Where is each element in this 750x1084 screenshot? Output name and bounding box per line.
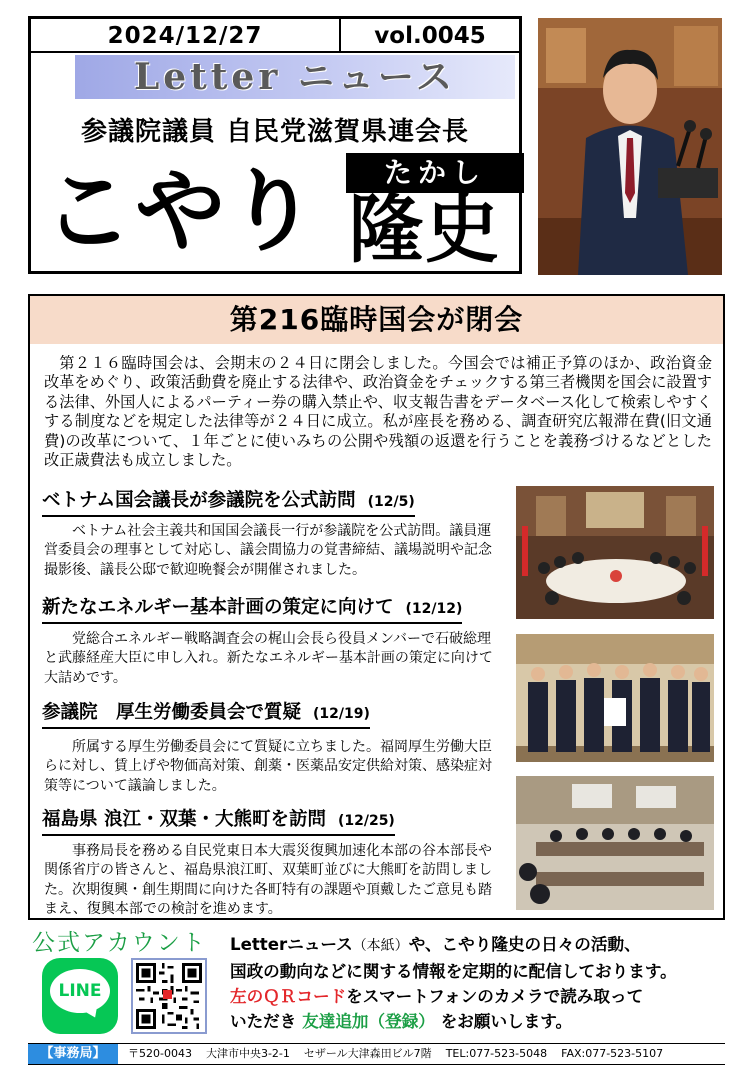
issue-date: 2024/12/27 [31, 19, 341, 53]
promo-this-paper: （本紙） [352, 938, 409, 954]
promo-line-4 [230, 1009, 730, 1034]
news-title-vietnam [42, 489, 415, 517]
promo-line-1 [230, 932, 730, 959]
masthead [28, 16, 522, 274]
news-title-text: 福島県 浪江・双葉・大熊町を訪問 [42, 809, 326, 830]
promo-line-4-end: をお願いします。 [440, 1012, 573, 1031]
name-given: 隆史 [349, 187, 501, 273]
issue-volume: vol.0045 [374, 23, 486, 49]
photo-energy-meeting [516, 634, 714, 762]
line-promo-text [230, 932, 730, 1034]
office-postal-code: 〒520-0043 [128, 1047, 192, 1060]
news-title-energy [42, 596, 462, 624]
name-family: こやり [43, 159, 319, 264]
office-footer [28, 1043, 725, 1065]
portrait-photo [538, 18, 722, 275]
promo-line-3-rest: をスマートフォンのカメラで読み取って [346, 987, 644, 1006]
office-tel: TEL:077-523-5048 [445, 1047, 548, 1060]
name-furigana: たかし [346, 153, 524, 193]
photo-banquet [516, 486, 714, 619]
news-date: (12/25) [337, 813, 395, 829]
promo-line-1-rest: や、こやり隆史の日々の活動、 [408, 935, 641, 954]
official-account-title: 公式アカウント [32, 930, 207, 956]
office-label: 【事務局】 [28, 1044, 118, 1064]
office-address: 大津市中央3-2-1 [205, 1047, 290, 1060]
office-fax: FAX:077-523-5107 [561, 1047, 664, 1060]
news-date: (12/5) [367, 494, 415, 510]
news-title-welfare [42, 701, 370, 729]
promo-line-4-start: いただき [230, 1012, 297, 1031]
news-title-text: 新たなエネルギー基本計画の策定に向けて [42, 597, 394, 618]
newsletter-title: Letter ニュース [133, 56, 457, 98]
news-body-energy: 党総合エネルギー戦略調査会の梶山会長ら役員メンバーで石破総理と武藤経産大臣に申し入れ。新たなエネルギー基本計画の策定に向けて大詰めです。 [44, 631, 493, 686]
intro-paragraph: 第２１６臨時国会は、会期末の２４日に閉会しました。今国会では補正予算のほか、政治資金改革をめぐり、政策活動費を廃止する法律や、政治資金をチェックする第三者機関を国会に設置する法律、外国人によるパーティー券の購入禁止や、収支報告書をデータベース化して検索しやすくする制度などを規定した法律等が２４日に成立。私が座長を務める、調査研究広報滞在費(旧文通費)の改革について、１年ごとに使いみちの公開や残額の返還を行うことを義務づけるなどとした改正歳費法も成立しました。 [44, 354, 712, 470]
office-building: セザール大津森田ビル7階 [303, 1047, 432, 1060]
news-body-welfare: 所属する厚生労働委員会にて質疑に立ちました。福岡厚生労働大臣らに対し、賃上げや物価高対策、創薬・医薬品安定供給対策、感染症対策等について議論しました。 [44, 739, 492, 794]
line-app-icon[interactable] [42, 958, 118, 1034]
line-label: LINE [50, 969, 110, 1013]
office-contact [128, 1044, 677, 1064]
promo-qr-hint: 左のＱＲコード [230, 987, 347, 1006]
date-row [31, 19, 519, 53]
promo-line-3 [230, 984, 730, 1009]
photo-fukushima-meeting [516, 776, 714, 910]
politician-role: 参議院議員 自民党滋賀県連会長 [80, 117, 470, 147]
news-date: (12/19) [313, 706, 370, 722]
news-title-fukushima [42, 808, 395, 836]
promo-add-friend: 友達追加（登録） [302, 1012, 435, 1031]
promo-line-2: 国政の動向などに関する情報を定期的に配信しております。 [230, 962, 677, 981]
news-date: (12/12) [405, 601, 463, 617]
news-title-text: 参議院 厚生労働委員会で質疑 [42, 702, 302, 723]
main-headline: 第216臨時国会が閉会 [30, 296, 723, 344]
line-qr-code[interactable] [131, 958, 207, 1034]
news-body-fukushima: 事務局長を務める自民党東日本大震災復興加速化本部の谷本部長や関係省庁の皆さんと、福島県浪江町、双葉町並びに大熊町を訪問しました。次期復興・創生期間に向けた各町特有の課題や頂戴したご意見も踏まえ、復興本部での検討を進めます。 [44, 843, 492, 918]
letter-banner [75, 55, 515, 99]
news-title-text: ベトナム国会議長が参議院を公式訪問 [42, 490, 356, 511]
news-body-vietnam: ベトナム社会主義共和国国会議長一行が参議院を公式訪問。議員運営委員会の理事として対応し、議会間協力の覚書締結、議場説明や記念撮影後、議長公邸で歓迎晩餐会が開催されました。 [44, 523, 492, 578]
article-box [28, 294, 725, 920]
promo-letter-news: Letterニュース [230, 935, 353, 954]
